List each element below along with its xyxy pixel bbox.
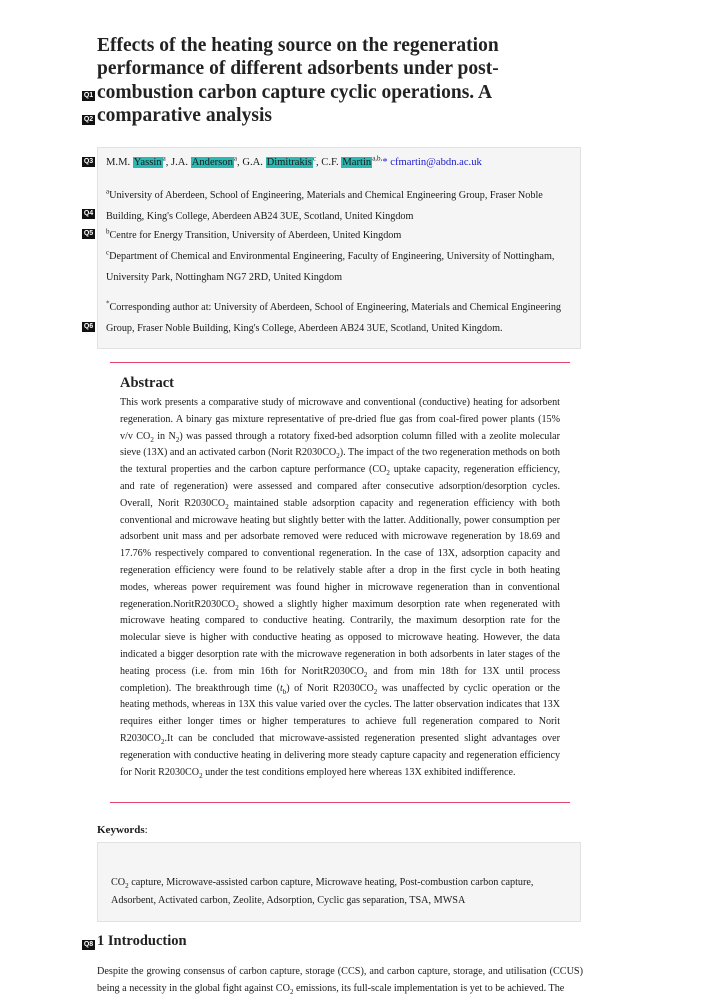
corresponding-author [106, 298, 566, 339]
affiliation-c [106, 247, 566, 288]
authors-box [97, 147, 581, 349]
affiliation-b [106, 226, 566, 247]
affiliation-text: Centre for Energy Transition, University of Aberdeen, United Kingdom [109, 230, 402, 241]
author-initials: M.M. [106, 157, 133, 168]
author-name[interactable]: Anderson [191, 157, 233, 168]
affiliation-marker: a [162, 154, 166, 163]
query-marker[interactable]: Q5 [83, 230, 94, 237]
author-list [106, 156, 482, 170]
abstract-bottom-rule [110, 802, 570, 803]
keywords-text: $CO_2$ capture, Microwave-assisted carbon capture, Microwave heating, Post-combustion carbon capture, Adsorbent, Activated carbon, Zeolite, Adsorption, Cyclic gas separation, TSA, MWSA [111, 877, 534, 906]
keywords-box [97, 842, 581, 922]
affiliation-text: University of Aberdeen, School of Engineering, Materials and Chemical Engineering Group, Fraser Noble Building, King's College, Aberdeen AB24 3UE, Scotland, United Kingdom [106, 190, 543, 222]
keywords-heading: Keywords: [97, 824, 148, 836]
affiliation-marker: c [106, 248, 110, 257]
affiliation-marker: a [233, 154, 238, 163]
affiliation-marker: * [106, 299, 110, 308]
affiliation-marker: a,b, [372, 154, 383, 163]
corresponding-star: * [382, 157, 388, 168]
abstract-heading: Abstract [120, 375, 174, 391]
query-marker[interactable]: Q3 [83, 158, 94, 165]
introduction-text: Despite the growing consensus of carbon capture, storage (CCS), and carbon capture, storage, and utilisation (CCUS) being a necessity in the global fight against $CO_2$ emissions, its full-scale implementation is yet to be achieved. The [97, 966, 583, 997]
query-marker[interactable]: Q2 [83, 116, 94, 123]
affiliation-marker: a [106, 187, 110, 196]
abstract-top-rule [110, 362, 570, 363]
query-marker[interactable]: Q4 [83, 210, 94, 217]
author-initials: , G.A. [237, 157, 266, 168]
abstract-text: This work presents a comparative study of microwave and conventional (conductive) heating for adsorbent regeneration. A binary gas mixture representative of pre-dried flue gas from coal-fired power plants (15% v/v $CO_2$ in $N_2$) was passed through a rotatory fixed-bed adsorption column filled with a zeolite molecular sieve (13X) and an activated carbon (Norit $R2030CO_2$). The impact of the two regeneration methods on both the textural properties and the carbon capture performance ($CO_2$ uptake capacity, regeneration efficiency, and rate of regeneration) were assessed and compared after consecutive adsorption/desorption cycles. Overall, Norit $R2030CO_2$ maintained stable adsorption capacity and regeneration efficiency with both conventional and microwave heating but slightly better with the latter. Additionally, power consumption per adsorbent unit mass and per adsorbate removed were reduced with microwave regeneration by 18.69 and 17.76% respectively compared to conventional regeneration. In the case of 13X, adsorption capacity and regeneration efficiency were found to be relatively stable after a drop in the first cycle in both heating modes, whereas power requirement was found higher in microwave regeneration than in conventional $regeneration.NoritR2030CO_2$ showed a slightly higher maximum desorption rate when regenerated with microwave heating compared to conductive heating. Contrarily, the maximum desorption rate for the molecular sieve is higher with conductive heating as opposed to microwave heating. However, the data indicated a bigger desorption rate with the microwave regeneration in both adsorbents in later stages of the heating process (i.e. from min 16th for $NoritR2030CO_2$ and from min 18th for 13X until process completion). The breakthrough time $(t_b)$ of Norit $R2030CO_2$ was unaffected by cyclic operation or the heating methods, whereas in 13X this value varied over the cycles. The latter observation indicates that 13X requires either longer times or higher temperatures to achieve full regeneration compared to Norit $R2030CO_2.It$ can be concluded that microwave-assisted regeneration presented slight advantages over regeneration with conductive heating in delivering more steady capture capacity and regeneration efficiency for Norit $R2030CO_2$ under the test conditions employed here whereas 13X exhibited indifference. [120, 397, 561, 780]
query-marker[interactable]: Q8 [83, 941, 94, 948]
query-marker[interactable]: Q6 [83, 323, 94, 330]
article-title: Effects of the heating source on the regeneration performance of different adsorbents under post-combustion carbon capture cyclic operations. A comparative analysis [97, 35, 499, 126]
author-name[interactable]: Dimitrakis [266, 157, 312, 168]
author-name[interactable]: Yassin [133, 157, 162, 168]
affiliation-text: Corresponding author at: University of Aberdeen, School of Engineering, Materials and Chemical Engineering Group, Fraser Noble Building, King's College, Aberdeen AB24 3UE, Scotland, United Kingdom. [106, 302, 562, 334]
query-marker[interactable]: Q1 [83, 92, 94, 99]
affiliation-text: Department of Chemical and Environmental Engineering, Faculty of Engineering, University of Nottingham, University Park, Nottingham NG7 2RD, United Kingdom [106, 251, 555, 283]
author-name[interactable]: Martin [342, 157, 372, 168]
affiliation-marker: b [106, 227, 110, 236]
email-link[interactable]: cfmartin@abdn.ac.uk [390, 157, 482, 168]
author-initials: , C.F. [316, 157, 342, 168]
affiliation-a [106, 186, 566, 227]
affiliation-marker: c [312, 154, 316, 163]
author-initials: , J.A. [165, 157, 191, 168]
introduction-heading: 1 Introduction [97, 933, 187, 949]
